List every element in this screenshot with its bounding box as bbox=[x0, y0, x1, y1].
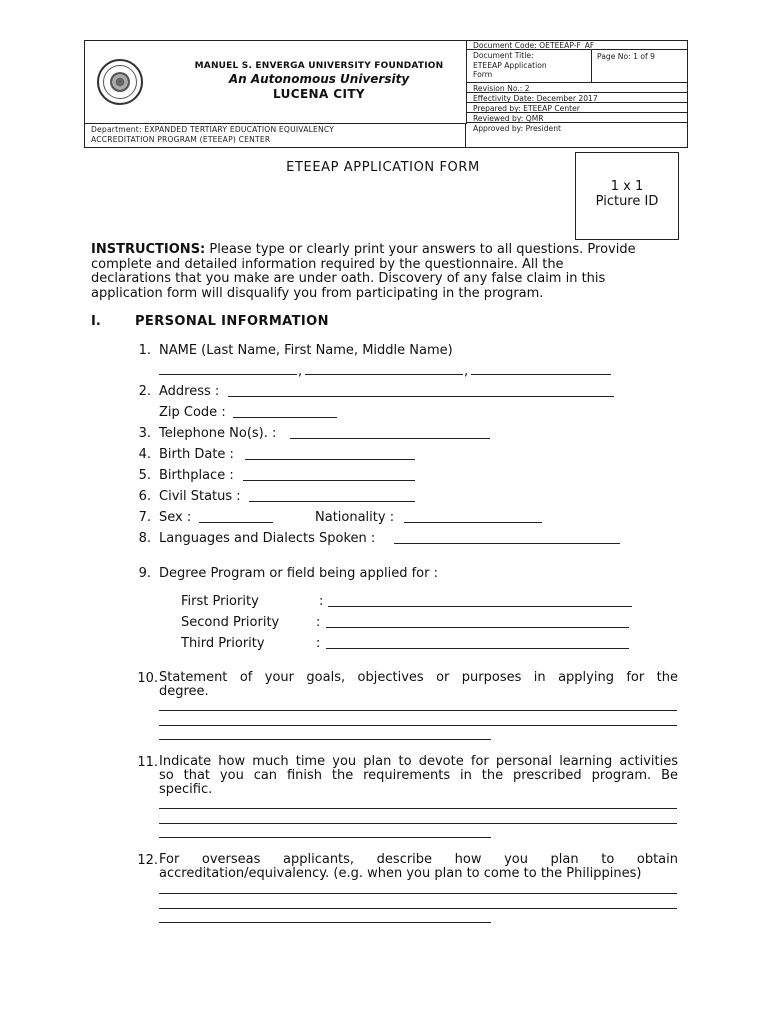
zip-code-field[interactable] bbox=[233, 417, 337, 418]
university-block bbox=[85, 41, 467, 124]
first-name-field[interactable] bbox=[305, 374, 463, 375]
item-number: 4. bbox=[138, 447, 151, 462]
civil-status-label: Civil Status : bbox=[159, 489, 241, 504]
revision-number: Revision No.: 2 bbox=[467, 84, 687, 93]
zip-code-label: Zip Code : bbox=[159, 405, 226, 420]
goals-answer-line[interactable] bbox=[159, 725, 677, 726]
nationality-label: Nationality : bbox=[315, 510, 395, 525]
doc-title-line-1: ETEEAP Application bbox=[473, 60, 547, 70]
doc-title-line-2: Form bbox=[473, 70, 493, 79]
sex-label: Sex : bbox=[159, 510, 192, 525]
overseas-line-1: For overseas applicants, describe how you plan to obtain bbox=[159, 852, 678, 867]
goals-answer-line[interactable] bbox=[159, 710, 677, 711]
time-answer-line[interactable] bbox=[159, 837, 491, 838]
instructions-line-2: complete and detailed information required by the questionnaire. All the bbox=[91, 256, 564, 272]
address-label: Address : bbox=[159, 384, 220, 399]
address-field[interactable] bbox=[228, 396, 614, 397]
third-priority-field[interactable] bbox=[326, 648, 629, 649]
goals-line-2: degree. bbox=[159, 684, 209, 699]
item-number: 2. bbox=[138, 384, 151, 399]
goals-question bbox=[159, 671, 678, 699]
sex-field[interactable] bbox=[199, 522, 273, 523]
birthplace-field[interactable] bbox=[243, 480, 415, 481]
item-number: 3. bbox=[138, 426, 151, 441]
doc-code: Document Code: OETEEAP-F_AF bbox=[467, 41, 687, 50]
form-title: ETEEAP APPLICATION FORM bbox=[286, 160, 480, 175]
department-line-1: Department: EXPANDED TERTIARY EDUCATION EQUIVALENCY bbox=[91, 125, 335, 134]
languages-field[interactable] bbox=[394, 543, 620, 544]
middle-name-field[interactable] bbox=[471, 374, 611, 375]
degree-program-label: Degree Program or field being applied for : bbox=[159, 566, 438, 581]
time-answer-line[interactable] bbox=[159, 808, 677, 809]
university-seal-icon bbox=[97, 59, 143, 105]
birth-date-label: Birth Date : bbox=[159, 447, 234, 462]
instructions-label: INSTRUCTIONS: bbox=[91, 242, 206, 257]
time-line-2: so that you can finish the requirements in the prescribed program. Be bbox=[159, 768, 678, 783]
effectivity-date: Effectivity Date: December 2017 bbox=[467, 94, 687, 103]
priority-colon: : bbox=[316, 615, 321, 630]
instructions-line-1: Please type or clearly print your answers to all questions. Provide bbox=[205, 242, 636, 257]
last-name-field[interactable] bbox=[159, 374, 297, 375]
document-header bbox=[84, 40, 688, 148]
birth-date-field[interactable] bbox=[245, 459, 415, 460]
second-priority-label: Second Priority bbox=[181, 615, 280, 630]
name-comma: , bbox=[464, 364, 469, 379]
page-number: Page No: 1 of 9 bbox=[597, 52, 655, 61]
university-name: MANUEL S. ENVERGA UNIVERSITY FOUNDATION bbox=[194, 61, 444, 71]
approved-by: Approved by: President bbox=[473, 124, 561, 133]
time-question bbox=[159, 755, 678, 797]
languages-label: Languages and Dialects Spoken : bbox=[159, 531, 376, 546]
reviewed-by: Reviewed by: QMR bbox=[467, 114, 687, 123]
first-priority-field[interactable] bbox=[328, 606, 632, 607]
third-priority-label: Third Priority bbox=[181, 636, 265, 651]
picture-id-label: Picture ID bbox=[595, 194, 659, 209]
item-number: 1. bbox=[138, 343, 151, 358]
time-line-1: Indicate how much time you plan to devote for personal learning activities bbox=[159, 754, 678, 769]
overseas-answer-line[interactable] bbox=[159, 922, 491, 923]
document-info-table bbox=[467, 41, 687, 147]
item-number: 7. bbox=[138, 510, 151, 525]
prepared-by: Prepared by: ETEEAP Center bbox=[467, 104, 687, 113]
section-title: PERSONAL INFORMATION bbox=[135, 314, 329, 329]
priority-colon: : bbox=[319, 594, 324, 609]
instructions-line-4: application form will disqualify you from participating in the program. bbox=[91, 285, 544, 301]
item-number: 12. bbox=[137, 853, 158, 868]
name-comma: , bbox=[298, 364, 303, 379]
section-number: I. bbox=[91, 314, 101, 329]
item-number: 8. bbox=[138, 531, 151, 546]
item-number: 11. bbox=[137, 755, 158, 770]
priority-colon: : bbox=[316, 636, 321, 651]
name-label: NAME (Last Name, First Name, Middle Name) bbox=[159, 343, 453, 358]
telephone-field[interactable] bbox=[290, 438, 490, 439]
item-number: 6. bbox=[138, 489, 151, 504]
item-number: 10. bbox=[137, 671, 158, 686]
first-priority-label: First Priority bbox=[181, 594, 259, 609]
nationality-field[interactable] bbox=[404, 522, 542, 523]
doc-title-label: Document Title: bbox=[473, 51, 534, 60]
overseas-answer-line[interactable] bbox=[159, 908, 677, 909]
overseas-line-2: accreditation/equivalency. (e.g. when you plan to come to the Philippines) bbox=[159, 866, 642, 881]
item-number: 5. bbox=[138, 468, 151, 483]
time-answer-line[interactable] bbox=[159, 823, 677, 824]
title-row-bottom bbox=[467, 73, 687, 83]
telephone-label: Telephone No(s). : bbox=[159, 426, 277, 441]
birthplace-label: Birthplace : bbox=[159, 468, 234, 483]
instructions-line-3: declarations that you make are under oath. Discovery of any false claim in this bbox=[91, 271, 606, 286]
civil-status-field[interactable] bbox=[249, 501, 415, 502]
second-priority-field[interactable] bbox=[326, 627, 629, 628]
goals-line-1: Statement of your goals, objectives or purposes in applying for the bbox=[159, 670, 678, 685]
overseas-question bbox=[159, 853, 678, 881]
department-line-2: ACCREDITATION PROGRAM (ETEEAP) CENTER bbox=[91, 135, 271, 144]
picture-size-label: 1 x 1 bbox=[610, 179, 644, 194]
university-city: LUCENA CITY bbox=[272, 87, 366, 101]
goals-answer-line[interactable] bbox=[159, 739, 491, 740]
department-cell bbox=[85, 124, 466, 147]
university-subtitle: An Autonomous University bbox=[228, 72, 410, 86]
item-number: 9. bbox=[138, 566, 151, 581]
picture-id-box[interactable] bbox=[575, 152, 679, 240]
instructions bbox=[91, 243, 679, 301]
overseas-answer-line[interactable] bbox=[159, 893, 677, 894]
time-line-3: specific. bbox=[159, 782, 213, 797]
